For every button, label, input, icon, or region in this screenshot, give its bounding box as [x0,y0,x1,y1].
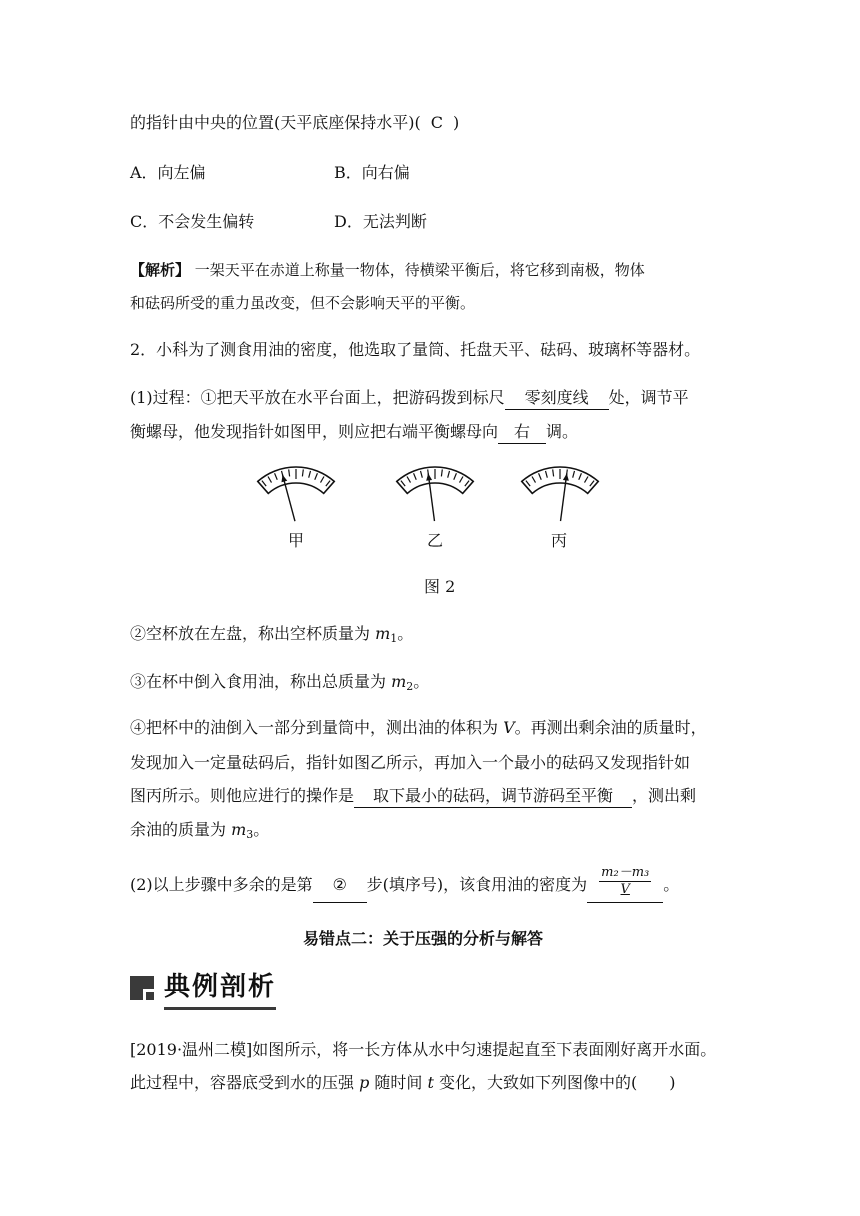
blank-zero-mark: 零刻度线 [505,387,609,410]
gauge-tick [539,473,542,479]
example-line1: [2019·温州二模]如图所示，将一长方体从水中匀速提起直至下表面刚好离开水面。 [130,1040,717,1059]
gauge-tick [326,481,330,487]
gauge-label-jia: 甲 [288,531,305,550]
gauge-tick [448,471,450,478]
step3-sub: 2 [406,680,414,693]
step4-line4 [130,819,269,846]
section-header-text: 典例剖析 [164,966,276,1010]
part2-text-b: 步(填序号)，该食用油的密度为 [366,875,588,894]
q1-stem-line [130,112,459,134]
step4-l1-a: ④把杯中的油倒入一部分到量筒中，测出油的体积为 [130,718,504,737]
step2-line [130,623,413,650]
step4-l4-end: 。 [253,820,270,839]
gauge-jia [258,467,334,521]
gauge-tick [579,473,582,479]
q1-option-b: B．向右偏 [334,163,410,182]
example-var-p: p [359,1073,370,1092]
q1-option-c: C．不会发生偏转 [130,212,255,231]
q1-stem-tail: 的指针由中央的位置(天平底座保持水平)( [130,113,421,132]
gauge-needle [561,473,567,521]
gauge-tick [460,477,464,483]
density-fraction [599,865,651,898]
gauge-tick [553,469,554,476]
step3-line [130,671,429,698]
step4-l4-var: m [231,820,247,839]
step4-l3-b: ，测出剩 [632,786,697,805]
part2-end: 。 [663,875,680,894]
gauge-needle-arrow [426,473,432,480]
step2-sub: 1 [390,632,398,645]
section-subtitle: 易错点二：关于压强的分析与解答 [303,929,544,948]
blank-operation: 取下最小的砝码，调节游码至平衡 [354,785,632,808]
gauge-tick [465,481,469,487]
example-l2-c: 变化，大致如下列图像中的( ) [433,1073,676,1092]
step4-l3-a: 图丙所示。则他应进行的操作是 [130,786,355,805]
step3-var: m [391,672,407,691]
figure-caption: 图 2 [424,577,456,596]
gauge-tick [268,477,272,483]
q2-p2-text-b: 调。 [546,422,579,441]
gauge-label-bing: 丙 [551,531,568,550]
q1-option-d: D．无法判断 [334,212,427,231]
blank-density [587,865,663,903]
step4-line2: 发现加入一定量砝码后，指针如图乙所示，再加入一个最小的砝码又发现指针如 [130,753,691,772]
analysis-tag: 【解析】 [130,261,191,279]
blank-direction: 右 [498,421,546,444]
gauge-needle [428,473,434,521]
gauge-tick [454,473,457,479]
gauge-tick [262,481,266,487]
gauge-yi [397,467,473,521]
q2-p1-text-a: (1)过程：①把天平放在水平台面上，把游码拨到标尺 [130,388,505,407]
gauge-tick [407,477,411,483]
example-line2 [130,1072,676,1094]
step2-end: 。 [397,624,414,643]
gauge-tick [321,477,325,483]
gauge-tick [421,471,423,478]
analysis-text-2: 和砝码所受的重力虽改变，但不会影响天平的平衡。 [130,294,476,312]
q2-part1-line2 [130,421,578,444]
gauge-tick [573,471,575,478]
gauge-bing [522,467,598,521]
gauge-tick [441,469,442,476]
q2-part2-line [130,865,680,903]
step4-line3 [130,785,696,808]
gauge-needle-arrow [563,473,569,480]
q2-stem: 2．小科为了测食用油的密度，他选取了量筒、托盘天平、砝码、玻璃杯等器材。 [130,340,701,359]
q2-p2-text-a: 衡螺母，他发现指针如图甲，则应把右端平衡螺母向 [130,422,499,441]
example-var-t: t [427,1073,434,1092]
q1-option-a: A．向左偏 [130,163,206,182]
step4-l4-sub: 3 [246,828,254,841]
section-header [130,968,276,1008]
q2-part1-line1 [130,387,689,410]
q1-analysis-line1 [130,259,645,281]
step3-text: ③在杯中倒入食用油，称出总质量为 [130,672,392,691]
gauge-tick [585,477,589,483]
gauge-tick [289,469,290,476]
gauge-tick [302,469,303,476]
gauge-needle [283,475,295,521]
step4-l1-var: V [503,718,515,737]
gauge-tick [546,471,548,478]
q1-close-paren: ) [452,113,460,132]
gauge-tick [275,473,278,479]
gauge-tick [401,481,405,487]
figure-2-gauges [230,455,630,525]
gauge-label-yi: 乙 [427,531,444,550]
fraction-numerator: m₂－m₃ [601,865,650,880]
step4-l1-b: 。再测出剩余油的质量时， [514,718,707,737]
step2-text: ②空杯放在左盘，称出空杯质量为 [130,624,376,643]
step4-l4-a: 余油的质量为 [130,820,232,839]
part2-text-a: (2)以上步骤中多余的是第 [130,875,313,894]
step4-line1 [130,717,707,739]
gauge-tick [309,471,311,478]
analysis-text-1: 一架天平在赤道上称量一物体，待横梁平衡后，将它移到南极，物体 [194,261,645,279]
blank-step-number: ② [313,868,367,903]
step2-var: m [375,624,391,643]
q1-answer: C [430,113,443,132]
gauge-tick [315,473,318,479]
gauge-tick [590,481,594,487]
step3-end: 。 [413,672,430,691]
fraction-denominator: V [620,882,630,897]
example-l2-a: 此过程中，容器底受到水的压强 [130,1073,360,1092]
section-square-icon [130,976,154,1000]
gauge-tick [414,473,417,479]
example-l2-b: 随时间 [369,1073,428,1092]
gauge-tick [532,477,536,483]
gauge-tick [526,481,530,487]
q2-p1-text-b: 处，调节平 [608,388,689,407]
